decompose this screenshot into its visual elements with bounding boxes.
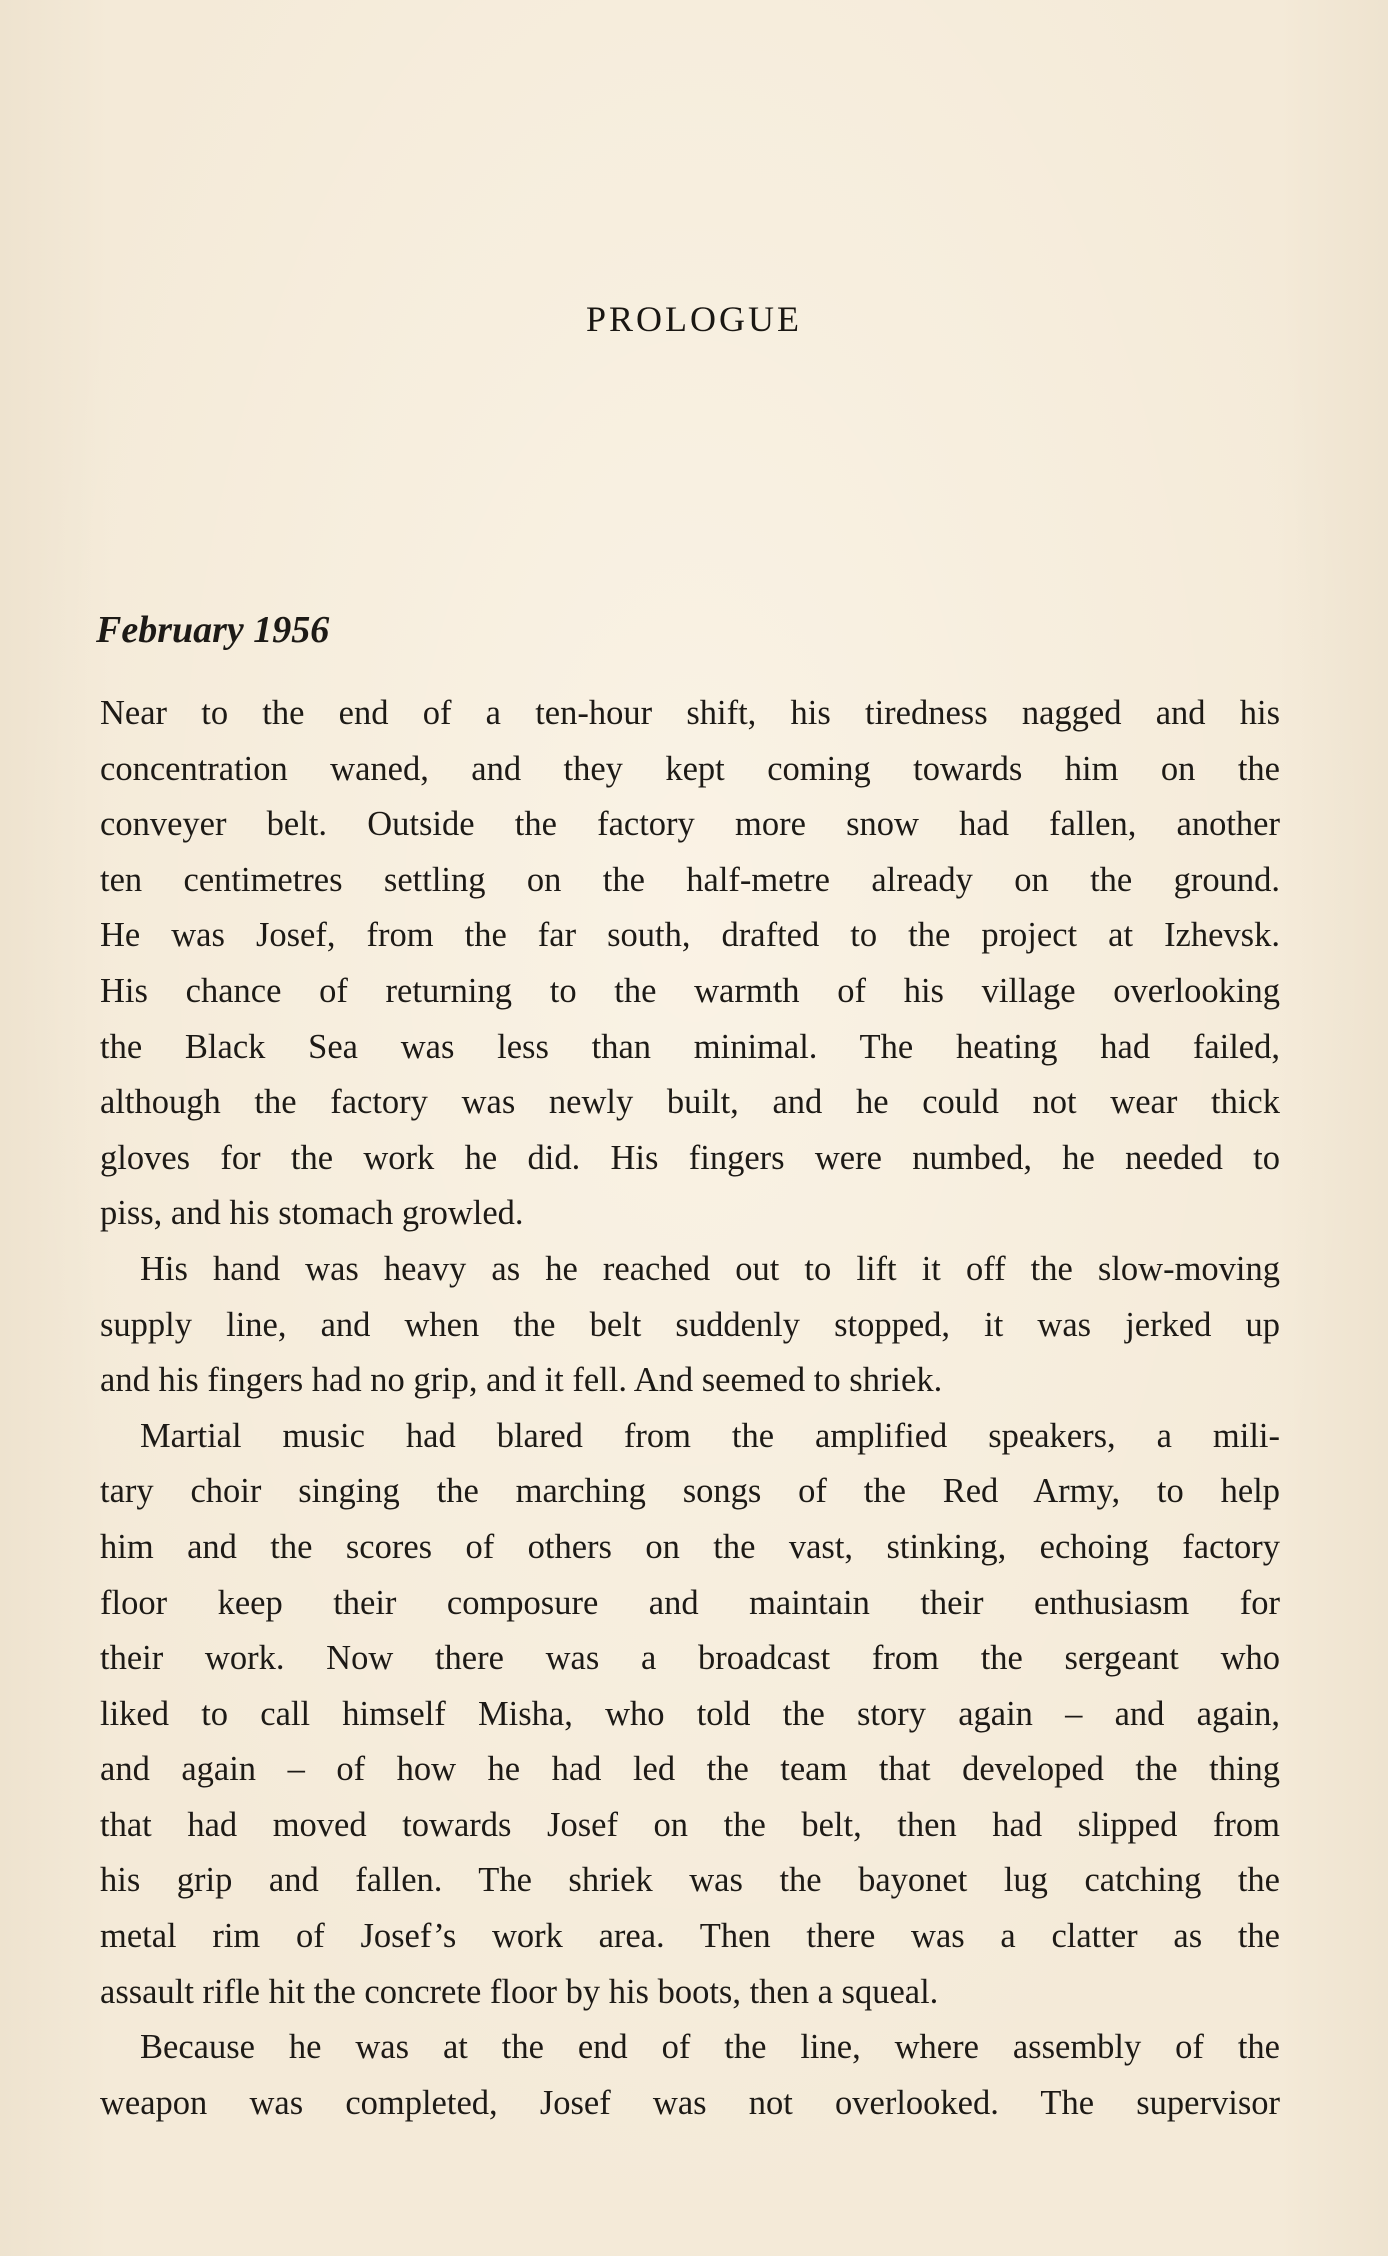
text-line: metal rim of Josef’s work area. Then there was a clatter as the bbox=[100, 1917, 1280, 1956]
text-line: although the factory was newly built, and he could not wear thick bbox=[100, 1083, 1280, 1122]
paragraph-4 bbox=[100, 2020, 1280, 2131]
text-line: him and the scores of others on the vast, stinking, echoing factory bbox=[100, 1527, 1280, 1566]
text-line: their work. Now there was a broadcast from the sergeant who bbox=[100, 1639, 1280, 1678]
text-line: his grip and fallen. The shriek was the bayonet lug catching the bbox=[100, 1861, 1280, 1900]
text-line: Martial music had blared from the amplified speakers, a mili- bbox=[140, 1416, 1280, 1455]
text-line: His hand was heavy as he reached out to lift it off the slow-moving bbox=[140, 1249, 1280, 1288]
text-line: ten centimetres settling on the half-metre already on the ground. bbox=[100, 860, 1280, 899]
text-line: concentration waned, and they kept coming towards him on the bbox=[100, 749, 1280, 788]
text-line: piss, and his stomach growled. bbox=[100, 1194, 524, 1233]
text-line: floor keep their composure and maintain their enthusiasm for bbox=[100, 1583, 1280, 1622]
text-line: tary choir singing the marching songs of the Red Army, to help bbox=[100, 1472, 1280, 1511]
text-line: conveyer belt. Outside the factory more snow had fallen, another bbox=[100, 805, 1280, 844]
text-line: and again – of how he had led the team that developed the thing bbox=[100, 1750, 1280, 1789]
text-line: gloves for the work he did. His fingers were numbed, he needed to bbox=[100, 1138, 1280, 1177]
text-line: and his fingers had no grip, and it fell. And seemed to shriek. bbox=[100, 1361, 943, 1400]
text-line: supply line, and when the belt suddenly stopped, it was jerked up bbox=[100, 1305, 1280, 1344]
chapter-title: PROLOGUE bbox=[585, 299, 802, 339]
text-line: Because he was at the end of the line, where assembly of the bbox=[140, 2028, 1280, 2067]
dateline: February 1956 bbox=[96, 609, 330, 651]
text-line: His chance of returning to the warmth of his village overlooking bbox=[100, 971, 1280, 1010]
body-text bbox=[100, 686, 1280, 2131]
paragraph-2 bbox=[100, 1242, 1280, 1409]
text-line: Near to the end of a ten-hour shift, his tiredness nagged and his bbox=[100, 694, 1280, 732]
text-line: that had moved towards Josef on the belt, then had slipped from bbox=[100, 1805, 1280, 1844]
paragraph-3 bbox=[100, 1409, 1280, 2021]
text-line: weapon was completed, Josef was not overlooked. The supervisor bbox=[100, 2083, 1280, 2122]
text-line: He was Josef, from the far south, drafted to the project at Izhevsk. bbox=[100, 916, 1280, 955]
paragraph-1 bbox=[100, 686, 1280, 1242]
text-line: the Black Sea was less than minimal. The heating had failed, bbox=[100, 1027, 1280, 1066]
text-line: liked to call himself Misha, who told the story again – and again, bbox=[100, 1694, 1280, 1733]
text-line: assault rifle hit the concrete floor by his boots, then a squeal. bbox=[100, 1972, 939, 2011]
